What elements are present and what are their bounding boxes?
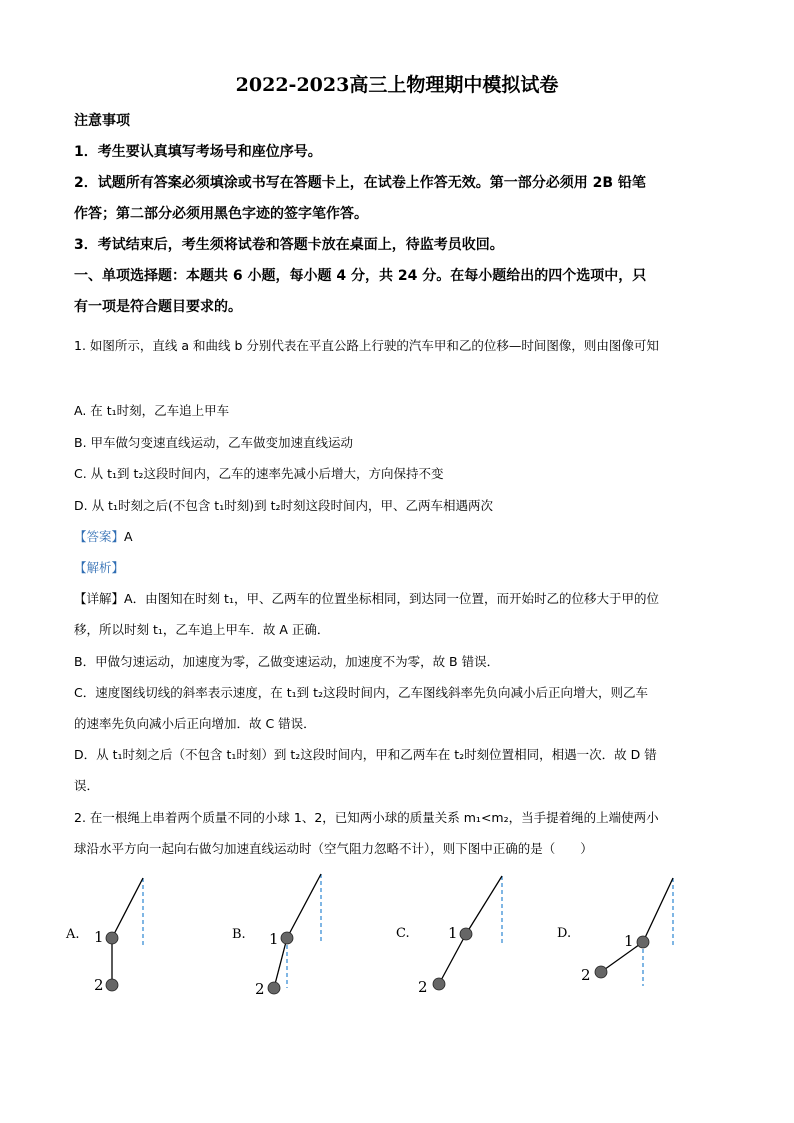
question-1-stem: 1. 如图所示，直线 a 和曲线 b 分别代表在平直公路上行驶的汽车甲和乙的位移—时间图像，则由图像可知	[74, 338, 659, 353]
figure-d-option-label: D.	[557, 926, 572, 941]
detail-a-text: A．由图知在时刻 t₁，甲、乙两车的位置坐标相同，到达同一位置，而开始时乙的位移大于甲的位	[124, 591, 659, 606]
question-1-option-d: D. 从 t₁时刻之后(不包含 t₁时刻)到 t₂时刻这段时间内，甲、乙两车相遇两次	[74, 498, 493, 513]
question-1-option-c: C. 从 t₁到 t₂这段时间内，乙车的速率先减小后增大，方向保持不变	[74, 466, 444, 481]
section-1-heading-line-1: 一、单项选择题：本题共 6 小题，每小题 4 分，共 24 分。在每小题给出的四个选项中，只	[74, 268, 647, 284]
analysis-tag: 【解析】	[74, 560, 125, 575]
figure-b-ball-1-label: 1	[269, 930, 279, 948]
figure-option-c	[393, 870, 513, 1000]
figure-c-option-label: C.	[396, 926, 410, 941]
detail-a-line-2: 移，所以时刻 t₁，乙车追上甲车．故 A 正确．	[74, 622, 330, 637]
page-title: 2022-2023高三上物理期中模拟试卷	[235, 74, 559, 96]
answer-row	[74, 527, 133, 545]
figure-option-d	[555, 870, 685, 1000]
figure-d-drawing	[555, 870, 685, 1000]
figure-d-ball-2-label: 2	[581, 966, 591, 984]
notice-item-2-line-2: 作答；第二部分必须用黑色字迹的签字笔作答。	[74, 206, 368, 222]
figure-b-ball-2-label: 2	[255, 980, 265, 998]
figure-c-ball-1-label: 1	[448, 924, 458, 942]
figure-a-option-label: A.	[66, 927, 80, 942]
figure-d-ball-1-label: 1	[624, 932, 634, 950]
figure-a-ball-2-label: 2	[94, 976, 104, 994]
figure-a-drawing	[66, 870, 176, 1000]
detail-tag: 【详解】	[74, 591, 125, 606]
detail-b: B．甲做匀速运动，加速度为零，乙做变速运动，加速度不为零，故 B 错误．	[74, 654, 500, 669]
notice-heading: 注意事项	[74, 113, 130, 129]
notice-item-2-line-1: 2．试题所有答案必须填涂或书写在答题卡上，在试卷上作答无效。第一部分必须用 2B 铅笔	[74, 175, 646, 191]
figure-option-b	[230, 870, 340, 1000]
figure-a-ball-1-label: 1	[94, 928, 104, 946]
figure-b-drawing	[230, 870, 340, 1000]
figure-b-option-label: B.	[232, 927, 246, 942]
question-1-option-b: B. 甲车做匀变速直线运动，乙车做变加速直线运动	[74, 435, 354, 450]
detail-c-line-2: 的速率先负向减小后正向增加．故 C 错误．	[74, 716, 316, 731]
detail-a-line-1	[74, 589, 659, 607]
notice-item-3: 3．考试结束后，考生须将试卷和答题卡放在桌面上，待监考员收回。	[74, 237, 504, 253]
figure-c-ball-2-label: 2	[418, 978, 428, 996]
question-2-stem-line-1: 2. 在一根绳上串着两个质量不同的小球 1、2，已知两小球的质量关系 m₁<m₂，当手提着绳的上端使两小	[74, 810, 659, 825]
question-1-option-a: A. 在 t₁时刻，乙车追上甲车	[74, 403, 230, 418]
detail-c-line-1: C．速度图线切线的斜率表示速度，在 t₁到 t₂这段时间内，乙车图线斜率先负向减小后正向增大，则乙车	[74, 685, 649, 700]
section-1-heading-line-2: 有一项是符合题目要求的。	[74, 299, 242, 315]
question-2-stem-line-2: 球沿水平方向一起向右做匀加速直线运动时（空气阻力忽略不计），则下图中正确的是（ ）	[74, 841, 593, 856]
figure-option-a	[66, 870, 176, 1000]
answer-value: A	[124, 529, 133, 544]
answer-tag: 【答案】	[74, 529, 125, 544]
detail-d-line-1: D．从 t₁时刻之后（不包含 t₁时刻）到 t₂这段时间内，甲和乙两车在 t₂时刻位置相同，相遇一次．故 D 错	[74, 747, 657, 762]
detail-d-line-2: 误．	[74, 778, 100, 793]
notice-item-1: 1．考生要认真填写考场号和座位序号。	[74, 144, 322, 160]
